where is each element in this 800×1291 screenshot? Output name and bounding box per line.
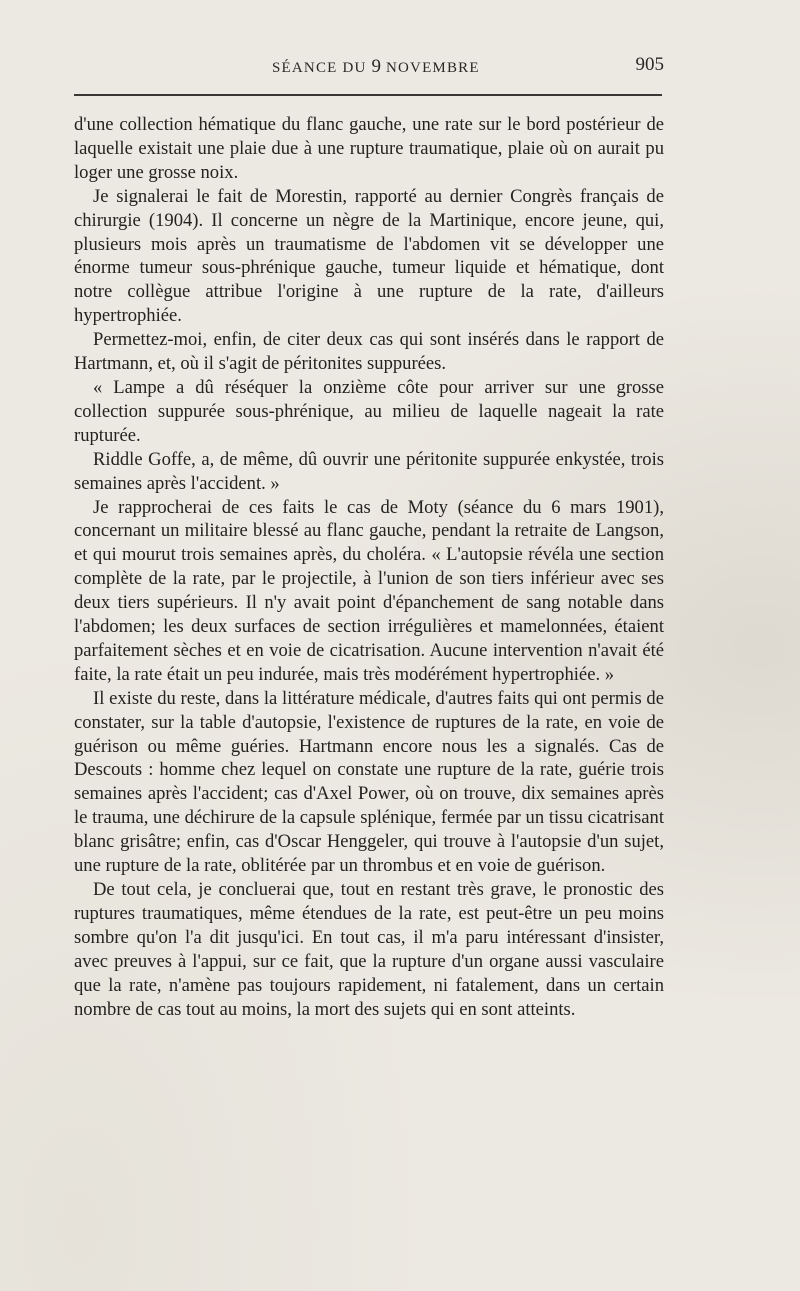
running-head-b: NOVEMBRE — [381, 60, 480, 76]
paragraph-6: Je rapprocherai de ces faits le cas de Moty (séance du 6 mars 1901), concernant un militaire blessé au flanc gauche, pendant la retraite de Langson, et qui mourut trois semaines après, du choléra. « L'autopsie révéla une section complète de la rate, par le projectile, à l'union de son tiers inférieur avec ses deux tiers supérieurs. Il n'y avait point d'épanchement de sang notable dans l'abdomen; les deux surfaces de section irrégulières et mamelonnées, étaient parfaitement sèches et en voie de cicatrisation. Aucune intervention n'avait été faite, la rate était un peu indurée, mais très modérément hypertrophiée. » — [74, 496, 664, 685]
paragraph-7: Il existe du reste, dans la littérature médicale, d'autres faits qui ont permis de constater, sur la table d'autopsie, l'existence de ruptures de la rate, en voie de guérison ou même guéries. Hartmann encore nous les a signalés. Cas de Descouts : homme chez lequel on constate une rupture de la rate, guérie trois semaines après l'accident; cas d'Axel Power, où on trouve, dix semaines après le trauma, une déchirure de la capsule splénique, fermée par un tissu cicatrisant blanc grisâtre; enfin, cas d'Oscar Henggeler, qui trouve à l'autopsie d'un sujet, une rupture de la rate, oblitérée par un thrombus et en voie de guérison. — [74, 687, 664, 877]
paragraph-8: De tout cela, je concluerai que, tout en restant très grave, le pronostic des ruptures traumatiques, même étendues de la rate, est peut-être un peu moins sombre qu'on l'a dit jusqu'ici. En tout cas, il m'a paru intéressant d'insister, avec preuves à l'appui, sur ce fait, que la rupture d'un organe aussi vasculaire que la rate, n'amène pas toujours rapidement, ni fatalement, dans un certain nombre de cas tout au moins, la mort des sujets qui en sont atteints. — [74, 879, 664, 1020]
paragraph-2: Je signalerai le fait de Morestin, rapporté au dernier Congrès français de chirurgie (1904). Il concerne un nègre de la Martinique, encore jeune, qui, plusieurs mois après un traumatisme de l'abdomen vit se développer une énorme tumeur sous-phrénique gauche, tumeur liquide et hématique, dont notre collègue attribue l'origine à une rupture de la rate, d'ailleurs hypertrophiée. — [74, 185, 664, 327]
header-rule — [74, 94, 662, 96]
running-head-a: SÉANCE DU — [272, 60, 372, 76]
page-header — [74, 56, 664, 86]
paragraph-5: Riddle Goffe, a, de même, dû ouvrir une péritonite suppurée enkystée, trois semaines après l'accident. » — [74, 448, 664, 494]
running-head — [272, 56, 480, 78]
running-head-day: 9 — [371, 56, 382, 77]
paragraph-3: Permettez-moi, enfin, de citer deux cas qui sont insérés dans le rapport de Hartmann, et, où il s'agit de péritonites suppurées. — [74, 329, 664, 375]
paragraph-1: d'une collection hématique du flanc gauche, une rate sur le bord postérieur de laquelle existait une plaie due à une rupture traumatique, plaie où on aurait pu loger une grosse noix. — [74, 114, 664, 183]
paragraph-4: « Lampe a dû réséquer la onzième côte pour arriver sur une grosse collection suppurée sous-phrénique, au milieu de laquelle nageait la rate rupturée. — [74, 376, 664, 446]
page-number: 905 — [635, 54, 664, 75]
body-text — [74, 113, 664, 1021]
